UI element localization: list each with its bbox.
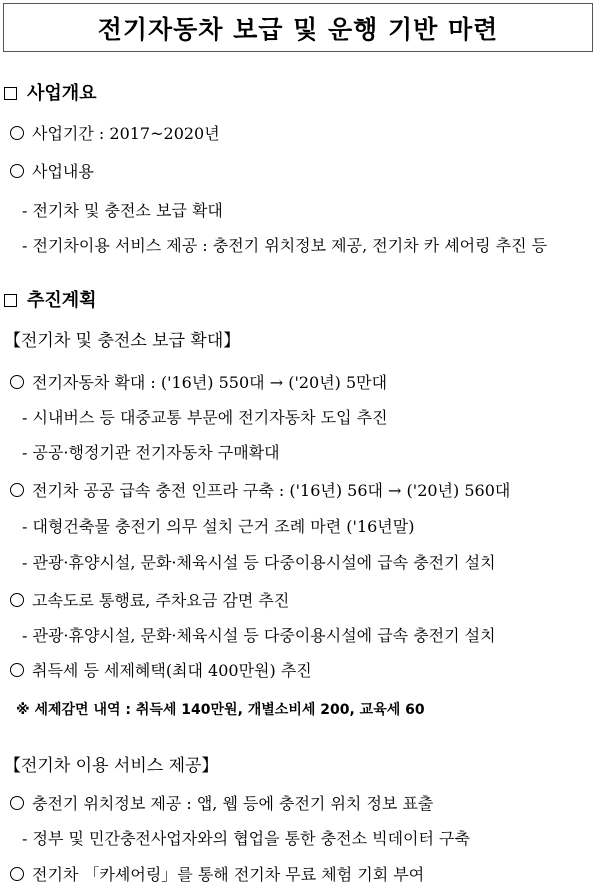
- plan-subitem: - 관광·휴양시설, 문화·체육시설 등 다중이용시설에 급속 충전기 설치: [22, 626, 496, 645]
- overview-period-text: 사업기간 : 2017~2020년: [32, 124, 220, 143]
- page-title: 전기자동차 보급 및 운행 기반 마련: [97, 14, 499, 44]
- section-heading-overview: [4, 84, 97, 104]
- circle-bullet-icon: [10, 126, 24, 140]
- tax-note: ※ 세제감면 내역 : 취득세 140만원, 개별소비세 200, 교육세 60: [16, 702, 425, 718]
- sub-heading-service: 【전기차 이용 서비스 제공】: [4, 756, 219, 776]
- plan-item: [10, 794, 433, 814]
- plan-subitem: - 관광·휴양시설, 문화·체육시설 등 다중이용시설에 급속 충전기 설치: [22, 553, 496, 572]
- section-heading-text: 추진계획: [27, 290, 97, 311]
- circle-bullet-icon: [10, 164, 24, 178]
- plan-subitem: - 정부 및 민간충전사업자와의 협업을 통한 충전소 빅데이터 구축: [22, 829, 470, 848]
- sub-heading-expansion: 【전기차 및 충전소 보급 확대】: [4, 331, 241, 351]
- circle-bullet-icon: [10, 796, 24, 810]
- plan-item-text: 전기차 「카셰어링」를 통해 전기차 무료 체험 기회 부여: [32, 865, 425, 884]
- overview-content-label: [10, 162, 94, 182]
- circle-bullet-icon: [10, 483, 24, 497]
- plan-item-text: 전기자동차 확대 : ('16년) 550대 → ('20년) 5만대: [32, 373, 388, 392]
- section-heading-text: 사업개요: [27, 83, 97, 104]
- plan-subitem: - 시내버스 등 대중교통 부문에 전기자동차 도입 추진: [22, 408, 388, 427]
- plan-item: [10, 481, 510, 501]
- plan-item: [10, 373, 387, 393]
- plan-item: [10, 661, 312, 681]
- overview-period: [10, 124, 220, 144]
- overview-content-label-text: 사업내용: [32, 162, 94, 181]
- square-bullet-icon: [4, 294, 17, 307]
- plan-subitem: - 공공·행정기관 전기자동차 구매확대: [22, 443, 280, 462]
- section-heading-plan: [4, 291, 97, 311]
- plan-item-text: 취득세 등 세제혜택(최대 400만원) 추진: [32, 661, 312, 680]
- plan-item: [10, 591, 289, 611]
- circle-bullet-icon: [10, 663, 24, 677]
- circle-bullet-icon: [10, 867, 24, 881]
- circle-bullet-icon: [10, 375, 24, 389]
- plan-item-text: 충전기 위치정보 제공 : 앱, 웹 등에 충전기 위치 정보 표출: [32, 794, 434, 813]
- square-bullet-icon: [4, 87, 17, 100]
- plan-item-text: 고속도로 통행료, 주차요금 감면 추진: [32, 591, 290, 610]
- plan-subitem: - 대형건축물 충전기 의무 설치 근거 조례 마련 ('16년말): [22, 517, 415, 536]
- plan-item: [10, 865, 424, 885]
- title-box: [3, 3, 593, 52]
- overview-content-item: - 전기차 및 충전소 보급 확대: [22, 201, 223, 220]
- overview-content-item: - 전기차이용 서비스 제공 : 충전기 위치정보 제공, 전기차 카 셰어링 추진 등: [22, 236, 548, 255]
- circle-bullet-icon: [10, 593, 24, 607]
- plan-item-text: 전기차 공공 급속 충전 인프라 구축 : ('16년) 56대 → ('20년) 560대: [32, 481, 511, 500]
